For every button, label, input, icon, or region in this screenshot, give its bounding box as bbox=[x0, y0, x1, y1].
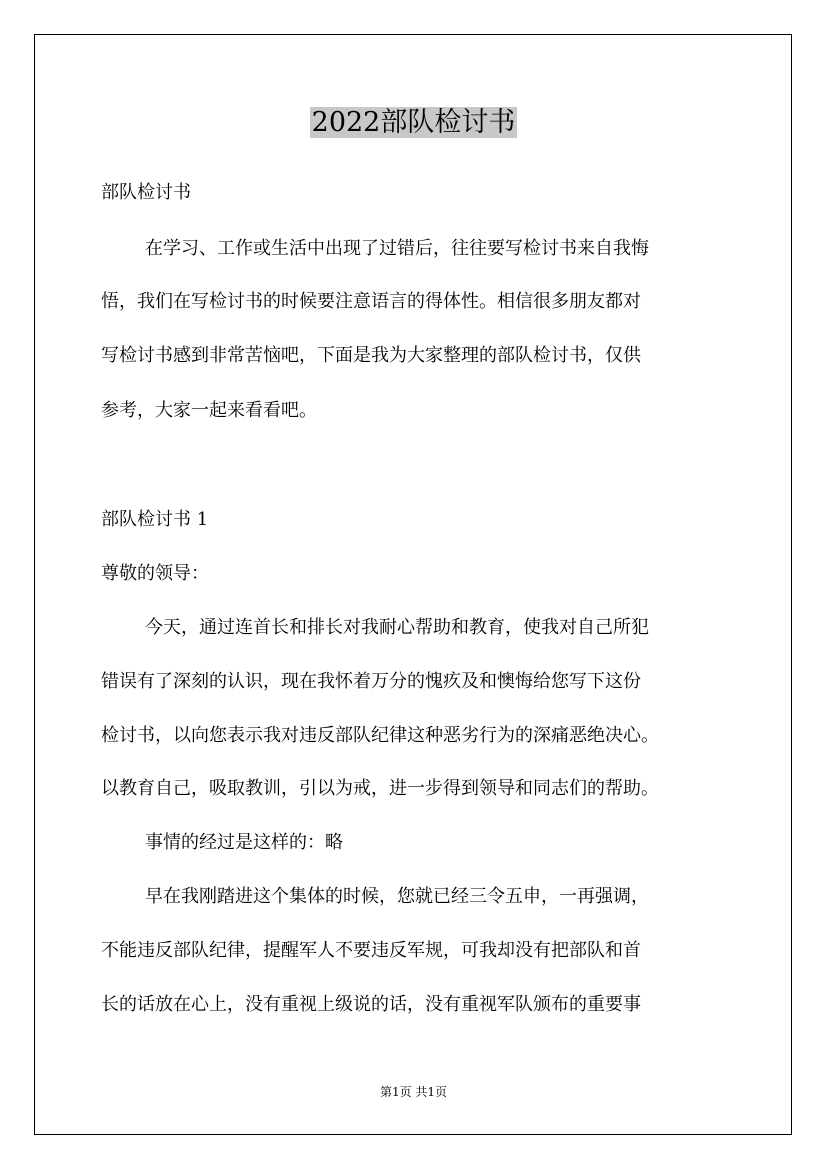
paragraph-line: 长的话放在心上，没有重视上级说的话，没有重视军队颁布的重要事 bbox=[101, 994, 641, 1015]
paragraph-line: 错误有了深刻的认识，现在我怀着万分的愧疚及和懊悔给您写下这份 bbox=[101, 671, 641, 692]
intro-line: 悟，我们在写检讨书的时候要注意语言的得体性。相信很多朋友都对 bbox=[101, 291, 641, 312]
paragraph-line: 不能违反部队纪律，提醒军人不要违反军规，可我却没有把部队和首 bbox=[101, 940, 641, 961]
intro-line: 在学习、工作或生活中出现了过错后，往往要写检讨书来自我悔 bbox=[145, 238, 649, 259]
document-title-text: 2022部队检讨书 bbox=[311, 107, 516, 138]
subheading: 部队检讨书 bbox=[101, 182, 191, 203]
section-heading: 部队检讨书 1 bbox=[101, 509, 209, 530]
paragraph-line: 事情的经过是这样的：略 bbox=[145, 832, 343, 853]
paragraph-line: 检讨书，以向您表示我对违反部队纪律这种恶劣行为的深痛恶绝决心。 bbox=[101, 725, 659, 746]
paragraph-line: 以教育自己，吸取教训，引以为戒，进一步得到领导和同志们的帮助。 bbox=[101, 778, 659, 799]
intro-line: 写检讨书感到非常苦恼吧，下面是我为大家整理的部队检讨书，仅供 bbox=[101, 345, 641, 366]
paragraph-line: 今天，通过连首长和排长对我耐心帮助和教育，使我对自己所犯 bbox=[145, 617, 649, 638]
page-footer: 第1页 共1页 bbox=[379, 1085, 448, 1099]
paragraph-line: 早在我刚踏进这个集体的时候，您就已经三令五申，一再强调， bbox=[145, 886, 649, 907]
intro-line: 参考，大家一起来看看吧。 bbox=[101, 400, 317, 421]
document-title bbox=[0, 103, 827, 143]
salutation: 尊敬的领导： bbox=[101, 563, 209, 584]
